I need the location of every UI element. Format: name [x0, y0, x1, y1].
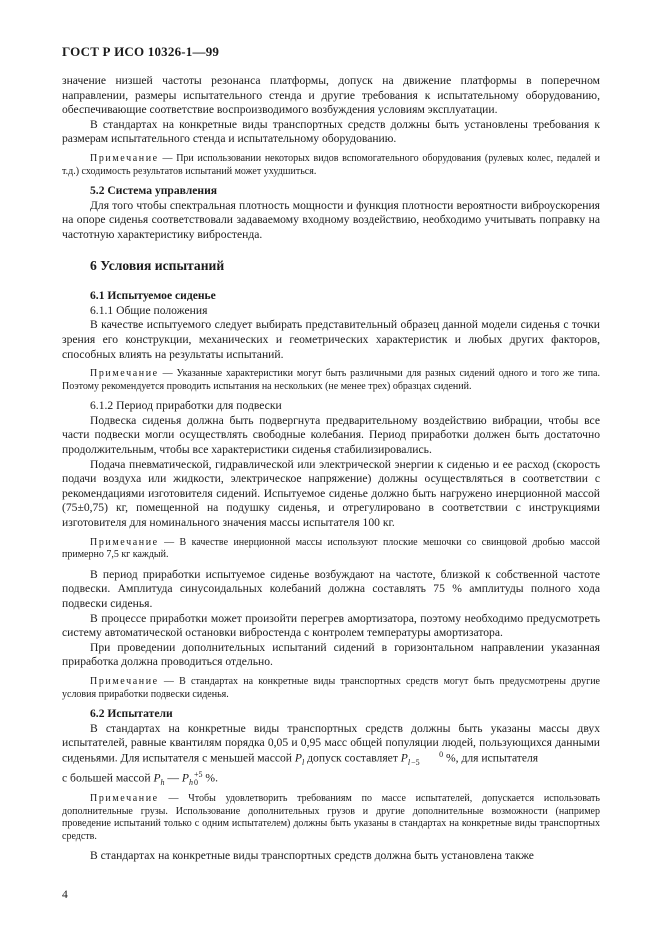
- note-label: Примечание: [90, 792, 159, 804]
- symbol-subscript: h: [189, 777, 194, 787]
- note: [62, 793, 600, 843]
- paragraph: значение низшей частоты резонанса платформы, допуск на движение платформы в поперечном направлении, размеры испытательного стенда и другие требования к испытательному оборудованию, обеспечивающие соответствие воспроизводимого возбуждения условиям эксплуатации.: [62, 74, 600, 117]
- paragraph: Для того чтобы спектральная плотность мощности и функция плотности вероятности виброускорения на опоре сиденья соответствовали задаваемому входному воздействию, необходимо учитывать поправку на частотную характеристику вибростенда.: [62, 198, 600, 241]
- paragraph: Подвеска сиденья должна быть подвергнута предварительному воздействию вибрации, чтобы все части подвески могли осуществлять свободные колебания. Период приработки должен быть достаточно продолжительным, чтобы все характеристики сиденья стабилизировались.: [62, 413, 600, 457]
- text-run: допуск составляет: [304, 751, 401, 765]
- paragraph: В процессе приработки может произойти перегрев амортизатора, поэтому необходимо предусмотреть систему автоматической остановки вибростенда с контролем температуры амортизатора.: [62, 611, 600, 640]
- text-run: —: [164, 771, 182, 785]
- section-heading-5-2: 5.2 Система управления: [90, 184, 218, 198]
- symbol-subscript: l: [407, 757, 411, 767]
- note-text: — При использовании некоторых видов вспомогательного оборудования (рулевых колес, педалей и т.д.) сходимость результатов испытаний может ухудшиться.: [62, 152, 600, 177]
- section-heading-6-1-1: 6.1.1 Общие положения: [90, 303, 208, 317]
- symbol: P: [400, 751, 408, 765]
- note: [62, 537, 600, 562]
- section-heading-6: 6 Условия испытаний: [90, 257, 225, 273]
- note: [62, 676, 600, 701]
- paragraph: В период приработки испытуемое сиденье возбуждают на частоте, близкой к собственной частоте подвески. Амплитуда синусоидальных колебаний должна составлять 75 % амплитуды полного хода подвески сиденья.: [62, 567, 600, 610]
- section-heading-6-1-2: 6.1.2 Период приработки для подвески: [90, 399, 282, 413]
- symbol: P: [294, 751, 302, 765]
- note-label: Примечание: [90, 536, 159, 548]
- section-heading-6-2: 6.2 Испытатели: [90, 707, 173, 721]
- note-label: Примечание: [90, 675, 159, 687]
- note-text: — Указанные характеристики могут быть различными для разных сидений одного и того же типа. Поэтому рекомендуется проводить испытания на нескольких (не менее трех) образцах сидений.: [62, 368, 600, 392]
- note-label: Примечание: [90, 152, 159, 164]
- symbol: P: [181, 771, 190, 785]
- symbol: P: [153, 771, 161, 785]
- note: [62, 368, 600, 393]
- tolerance: [194, 771, 203, 787]
- tolerance-upper: 0: [439, 749, 444, 759]
- symbol-subscript: h: [160, 777, 165, 787]
- page-content: [62, 74, 600, 864]
- tolerance-upper: +5: [194, 769, 203, 779]
- text-run: %.: [202, 771, 218, 785]
- tolerance: [411, 751, 443, 767]
- note-text: — В качестве инерционной массы используют плоские мешочки со свинцовой дробью массой примерно 7,5 кг каждый.: [62, 536, 600, 561]
- formula-line: [62, 771, 600, 787]
- paragraph: Подача пневматической, гидравлической или электрической энергии к сиденью и ее расход (скорость подачи воздуха или жидкости, электрическое напряжение) должны осуществляться в соответствии с рекомендациями изготовителя сидений. Испытуемое сиденье должно быть нагружено инерционной массой (75±0,75) кг, помещенной на подушку сиденья, и отрегулировано в соответствии с инструкциями изготовителя для номинального значения массы испытателя 100 кг.: [62, 457, 600, 530]
- text-run: с большей массой: [62, 771, 154, 785]
- paragraph: В стандартах на конкретные виды транспортных средств должны быть установлены требования к размерам испытательного стенда и испытательному оборудованию.: [62, 117, 600, 146]
- paragraph: При проведении дополнительных испытаний сидений в горизонтальном направлении указанная приработка должна проводиться отдельно.: [62, 640, 600, 669]
- note-label: Примечание: [90, 368, 159, 380]
- paragraph: В стандартах на конкретные виды транспортных средств должна быть установлена также: [90, 849, 534, 863]
- paragraph-with-formula: [62, 722, 600, 767]
- note-text: — Чтобы удовлетворить требованиям по массе испытателей, допускается использовать дополнительные грузы. Использование дополнительных грузов и другие дополнительные возможности (например проведение испытаний только с одним испытателем) должны быть указаны в стандартах на конкретные виды транспортных средств.: [62, 792, 600, 842]
- note: [62, 153, 600, 178]
- text-run: В стандартах на конкретные виды транспортных средств должны быть указаны массы двух испытателей, равные квантилям порядка 0,05 и 0,95 масс общей популяции людей, пользующихся данными сиденьями. Для испытателя с меньшей массой: [62, 721, 600, 765]
- section-heading-6-1: 6.1 Испытуемое сиденье: [90, 289, 216, 303]
- text-run: %, для испытателя: [443, 751, 539, 765]
- document-header: ГОСТ Р ИСО 10326-1—99: [62, 44, 220, 59]
- note-text: — В стандартах на конкретные виды транспортных средств могут быть предусмотрены другие условия приработки подвески сиденья.: [62, 675, 600, 700]
- tolerance-lower: 0: [194, 777, 199, 787]
- paragraph: В качестве испытуемого следует выбирать представительный образец данной модели сиденья с точки зрения его конструкции, механических и геометрических характеристик и любых других факторов, способных влиять на результаты испытаний.: [62, 318, 600, 361]
- tolerance-lower: −5: [411, 757, 420, 767]
- symbol-subscript: l: [302, 757, 305, 767]
- page-number: 4: [62, 888, 68, 901]
